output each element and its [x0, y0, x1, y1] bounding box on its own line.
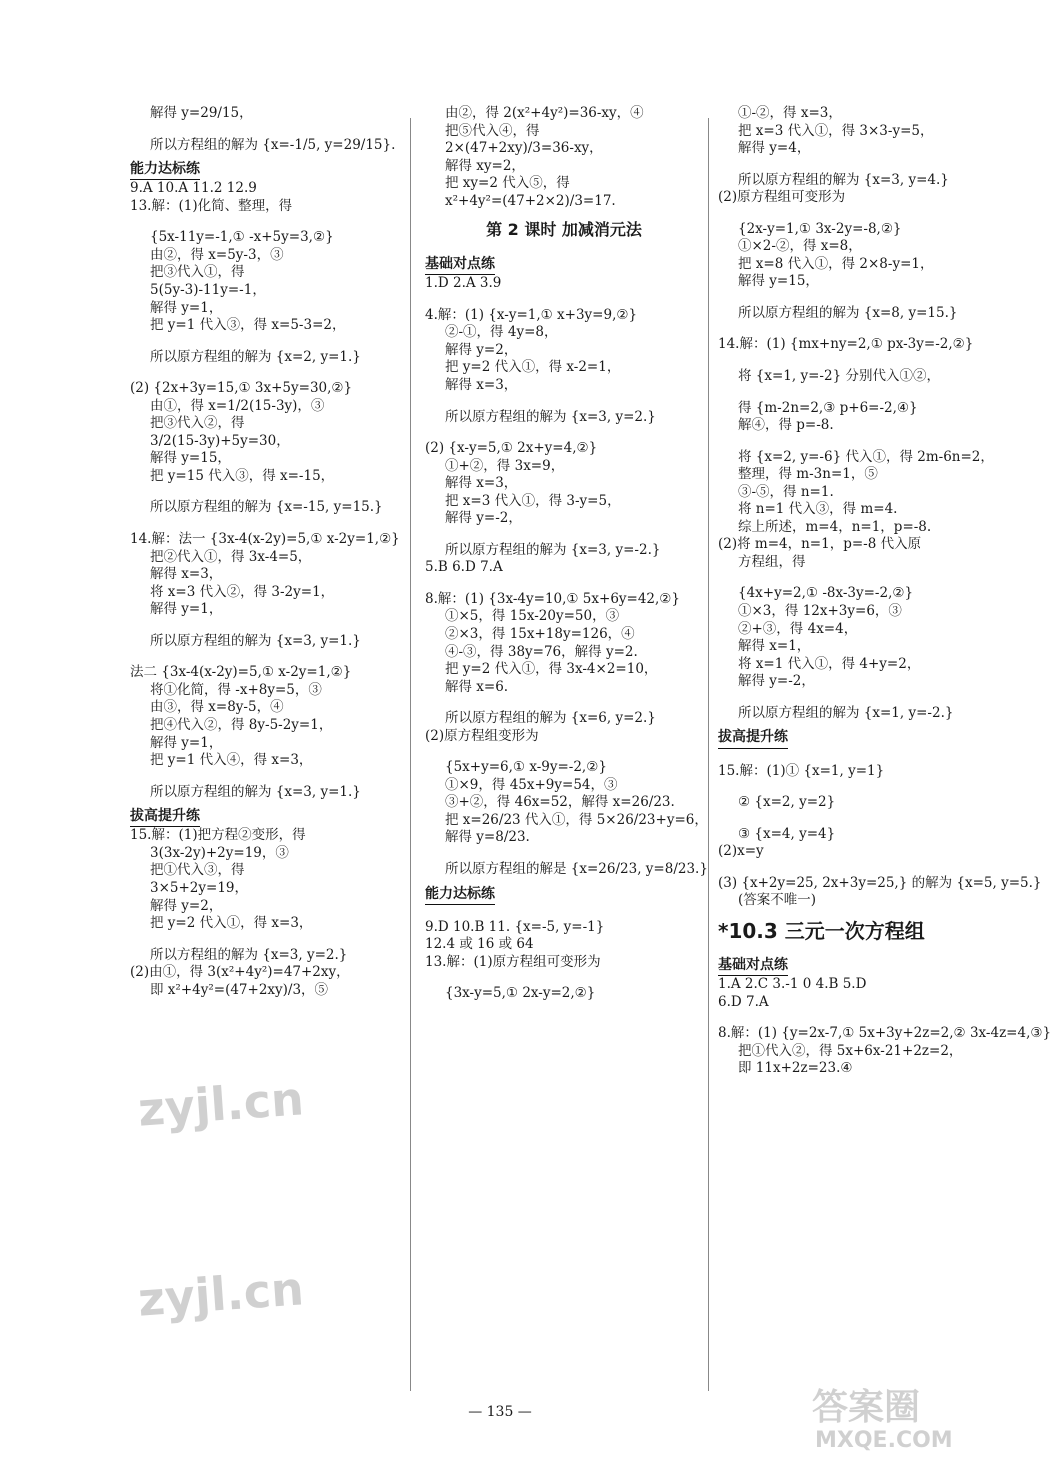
answer-line: 由②，得 2(x²+4y²)=36-xy，④: [445, 105, 644, 121]
answer-line: 解得 y=15，: [738, 273, 819, 290]
answer-line: 解得 x=1，: [738, 638, 811, 655]
answer-line: ②-①，得 4y=8，: [445, 324, 558, 341]
watermark: 答案圈: [812, 1387, 921, 1428]
answer-line: 把 x=3 代入①，得 3×3-y=5，: [738, 122, 934, 139]
answer-line: 所以方程组的解为 {x=3, y=2.}: [150, 946, 348, 963]
answer-line: 解得 y=-2，: [738, 673, 815, 690]
answer-line: 3(3x-2y)+2y=19，③: [150, 844, 289, 861]
answer-line: 解得 y=1，: [150, 734, 223, 751]
column-middle: [425, 105, 708, 1003]
section-title: *10.3 三元一次方程组: [718, 918, 925, 943]
answer-line: (2)x=y: [718, 843, 764, 860]
answer-line: (2)原方程组可变形为: [718, 189, 846, 206]
answer-line: 把 y=2 代入①，得 x=3，: [150, 915, 313, 932]
answer-line: 14.解：法一 {3x-4(x-2y)=5,① x-2y=1,②}: [130, 531, 400, 548]
answer-line: 把③代入①，得: [150, 264, 245, 281]
answer-line: 把 x=26/23 代入①，得 5×26/23+y=6，: [445, 811, 708, 828]
answer-line: 13.解：(1)化简、整理，得: [130, 197, 293, 214]
answer-line: ①×5，得 15x-20y=50，③: [445, 608, 620, 625]
answer-line: 解得 x=6.: [445, 678, 509, 695]
answer-line: 法二 {3x-4(x-2y)=5,① x-2y=1,②}: [130, 664, 352, 681]
answer-line: 把 y=1 代入③，得 x=5-3=2，: [150, 317, 346, 334]
answer-line: 解得 y=15，: [150, 450, 231, 467]
answer-line: 所以原方程组的解为 {x=3, y=1.}: [150, 783, 361, 800]
answer-line: 把⑤代入④，得: [445, 122, 540, 139]
column-divider: [708, 118, 709, 1391]
answer-line: 将①化简，得 -x+8y=5，③: [150, 681, 322, 698]
answer-line: {5x-11y=-1,① -x+5y=3,②}: [150, 229, 334, 246]
answer-line: {2x-y=1,① 3x-2y=-8,②}: [738, 220, 902, 237]
answer-line: 5.B 6.D 7.A: [425, 559, 503, 576]
answer-line: 5(5y-3)-11y=-1，: [150, 282, 266, 299]
answer-line: 把 y=15 代入③，得 x=-15，: [150, 467, 335, 484]
section-header: 拔高提升练: [130, 807, 200, 827]
answer-line: (2) {x-y=5,① 2x+y=4,②}: [425, 440, 598, 457]
answer-line: 解得 y=29/15，: [150, 105, 253, 121]
answer-line: 将 n=1 代入③，得 m=4.: [738, 501, 898, 518]
answer-line: 所以原方程组的解为 {x=6, y=2.}: [445, 710, 656, 727]
answer-line: 将 x=3 代入②，得 3-2y=1，: [150, 583, 335, 600]
column-right: [718, 105, 1051, 1078]
answer-line: 8.解：(1) {3x-4y=10,① 5x+6y=42,②}: [425, 590, 681, 607]
answer-line: ①×3，得 12x+3y=6，③: [738, 603, 902, 620]
answer-line: (2)将 m=4，n=1，p=-8 代入原: [718, 536, 922, 553]
watermark: MXQE.COM: [815, 1428, 953, 1453]
answer-line: 所以原方程组的解为 {x=1, y=-2.}: [738, 704, 954, 721]
answer-line: 解得 y=1，: [150, 601, 223, 618]
answer-line: 解得 y=2，: [150, 897, 223, 914]
section-header: 能力达标练: [130, 160, 200, 180]
watermark: zyjl.cn: [136, 1261, 306, 1327]
answer-line: 由③，得 x=8y-5，④: [150, 699, 284, 716]
answer-line: 3×5+2y=19，: [150, 879, 249, 896]
answer-line: 把②代入①，得 3x-4=5，: [150, 548, 312, 565]
answer-line: 解得 y=-2，: [445, 510, 522, 527]
answer-line: {5x+y=6,① x-9y=-2,②}: [445, 759, 607, 776]
answer-line: ③-⑤，得 n=1.: [738, 483, 834, 500]
answer-line: 方程组，得: [738, 553, 806, 570]
answer-line: 解得 y=2，: [445, 341, 518, 358]
answer-line: 3/2(15-3y)+5y=30，: [150, 432, 290, 449]
answer-line: ①×2-②，得 x=8，: [738, 238, 862, 255]
answer-line: 即 x²+4y²=(47+2xy)/3，⑤: [150, 981, 329, 998]
page-number: — 135 —: [468, 1404, 532, 1420]
answer-line: 把 y=2 代入①，得 3x-4×2=10，: [445, 661, 658, 678]
answer-line: 把 y=1 代入④，得 x=3，: [150, 752, 313, 769]
answer-line: 4.解：(1) {x-y=1,① x+3y=9,②}: [425, 306, 638, 323]
answer-line: 所以原方程组的解为 {x=3, y=2.}: [445, 408, 656, 425]
answer-line: ② {x=2, y=2}: [738, 794, 836, 811]
section-header: 能力达标练: [425, 885, 495, 905]
answer-line: 15.解：(1)① {x=1, y=1}: [718, 762, 885, 779]
answer-line: 由②，得 x=5y-3，③: [150, 246, 284, 263]
answer-line: 解得 x=3，: [150, 566, 223, 583]
answer-line: (2)由①，得 3(x²+4y²)=47+2xy，: [130, 964, 350, 981]
answer-line: 将 {x=2, y=-6} 代入①，得 2m-6n=2，: [738, 448, 994, 465]
answer-line: 所以原方程组的解为 {x=-15, y=15.}: [150, 499, 383, 516]
answer-line: 解得 y=4，: [738, 140, 811, 157]
answer-line: 把 y=2 代入①，得 x-2=1，: [445, 359, 621, 376]
answer-line: 把③代入②，得: [150, 415, 245, 432]
section-header: 基础对点练: [718, 956, 788, 976]
answer-line: {4x+y=2,① -8x-3y=-2,②}: [738, 585, 914, 602]
column-divider: [410, 118, 411, 1391]
answer-line: 解得 x=3，: [445, 475, 518, 492]
answer-line: 把①代入②，得 5x+6x-21+2z=2，: [738, 1042, 963, 1059]
lesson-title: 第 2 课时 加减消元法: [486, 220, 642, 240]
answer-line: 得 {m-2n=2,③ p+6=-2,④}: [738, 399, 918, 416]
answer-line: ②×3，得 15x+18y=126，④: [445, 626, 635, 643]
answer-line: ①-②，得 x=3，: [738, 105, 842, 121]
answer-line: 9.D 10.B 11. {x=-5, y=-1}: [425, 918, 605, 935]
answer-line: (2) {2x+3y=15,① 3x+5y=30,②}: [130, 380, 353, 397]
answer-line: ①×9，得 45x+9y=54，③: [445, 776, 618, 793]
answer-line: 将 x=1 代入①，得 4+y=2，: [738, 655, 921, 672]
answer-line: 13.解：(1)原方程组可变形为: [425, 953, 601, 970]
answer-line: 把 x=8 代入①，得 2×8-y=1，: [738, 255, 934, 272]
answer-line: 8.解：(1) {y=2x-7,① 5x+3y+2z=2,② 3x-4z=4,③}: [718, 1025, 1051, 1042]
answer-line: 解得 x=3，: [445, 377, 518, 393]
answer-line: 解④，得 p=-8.: [738, 417, 834, 434]
answer-line: ①+②，得 3x=9，: [445, 457, 565, 474]
answer-line: 把④代入②，得 8y-5-2y=1，: [150, 716, 333, 733]
answer-line: ④-③，得 38y=76，解得 y=2.: [445, 643, 638, 660]
answer-line: 由①，得 x=1/2(15-3y)，③: [150, 397, 325, 414]
answer-line: 把 x=3 代入①，得 3-y=5，: [445, 492, 621, 509]
section-header: 基础对点练: [425, 255, 495, 275]
answer-line: 12.4 或 16 或 64: [425, 936, 534, 953]
answer-line: 整理，得 m-3n=1，⑤: [738, 466, 878, 483]
answer-line: 解得 xy=2，: [445, 157, 525, 174]
answer-line: 所以原方程组的解为 {x=3, y=1.}: [150, 632, 361, 649]
section-header: 拔高提升练: [718, 728, 788, 748]
answer-line: 所以方程组的解为 {x=-1/5, y=29/15}.: [150, 136, 396, 153]
answer-line: 所以原方程组的解为 {x=8, y=15.}: [738, 304, 958, 321]
answer-line: 所以原方程组的解是 {x=26/23, y=8/23.}: [445, 861, 708, 878]
answer-line: 所以原方程组的解为 {x=3, y=4.}: [738, 171, 949, 188]
answer-line: 解得 y=8/23.: [445, 829, 530, 846]
answer-line: 所以原方程组的解为 {x=3, y=-2.}: [445, 541, 661, 558]
answer-line: ③ {x=4, y=4}: [738, 825, 836, 842]
column-left: [130, 105, 398, 999]
answer-line: (2)原方程组变形为: [425, 727, 539, 744]
answer-line: 把①代入③，得: [150, 862, 245, 879]
answer-line: (3) {x+2y=25, 2x+3y=25,} 的解为 {x=5, y=5.}: [718, 874, 1042, 891]
answer-line: 2×(47+2xy)/3=36-xy，: [445, 140, 603, 157]
answer-line: 14.解：(1) {mx+ny=2,① px-3y=-2,②}: [718, 336, 974, 353]
answer-line: ③+②，得 46x=52，解得 x=26/23.: [445, 794, 675, 811]
answer-line: 解得 y=1，: [150, 299, 223, 316]
answer-line: 9.A 10.A 11.2 12.9: [130, 180, 257, 197]
answer-line: 1.A 2.C 3.-1 0 4.B 5.D: [718, 975, 867, 992]
answer-line: 1.D 2.A 3.9: [425, 275, 502, 292]
answer-line: 综上所述，m=4，n=1，p=-8.: [738, 518, 932, 535]
answer-line: 6.D 7.A: [718, 993, 769, 1010]
answer-line: {3x-y=5,① 2x-y=2,②}: [445, 985, 596, 1002]
answer-line: 将 {x=1, y=-2} 分别代入①②，: [738, 368, 940, 385]
answer-line: (答案不唯一): [738, 892, 817, 909]
answer-line: 把 xy=2 代入⑤，得: [445, 175, 570, 192]
answer-line: 所以原方程组的解为 {x=2, y=1.}: [150, 348, 361, 365]
answer-line: 即 11x+2z=23.④: [738, 1060, 853, 1077]
watermark: zyjl.cn: [136, 1071, 306, 1137]
answer-line: x²+4y²=(47+2×2)/3=17.: [445, 192, 616, 209]
answer-line: 15.解：(1)把方程②变形，得: [130, 827, 306, 844]
answer-line: ②+③，得 4x=4，: [738, 620, 858, 637]
